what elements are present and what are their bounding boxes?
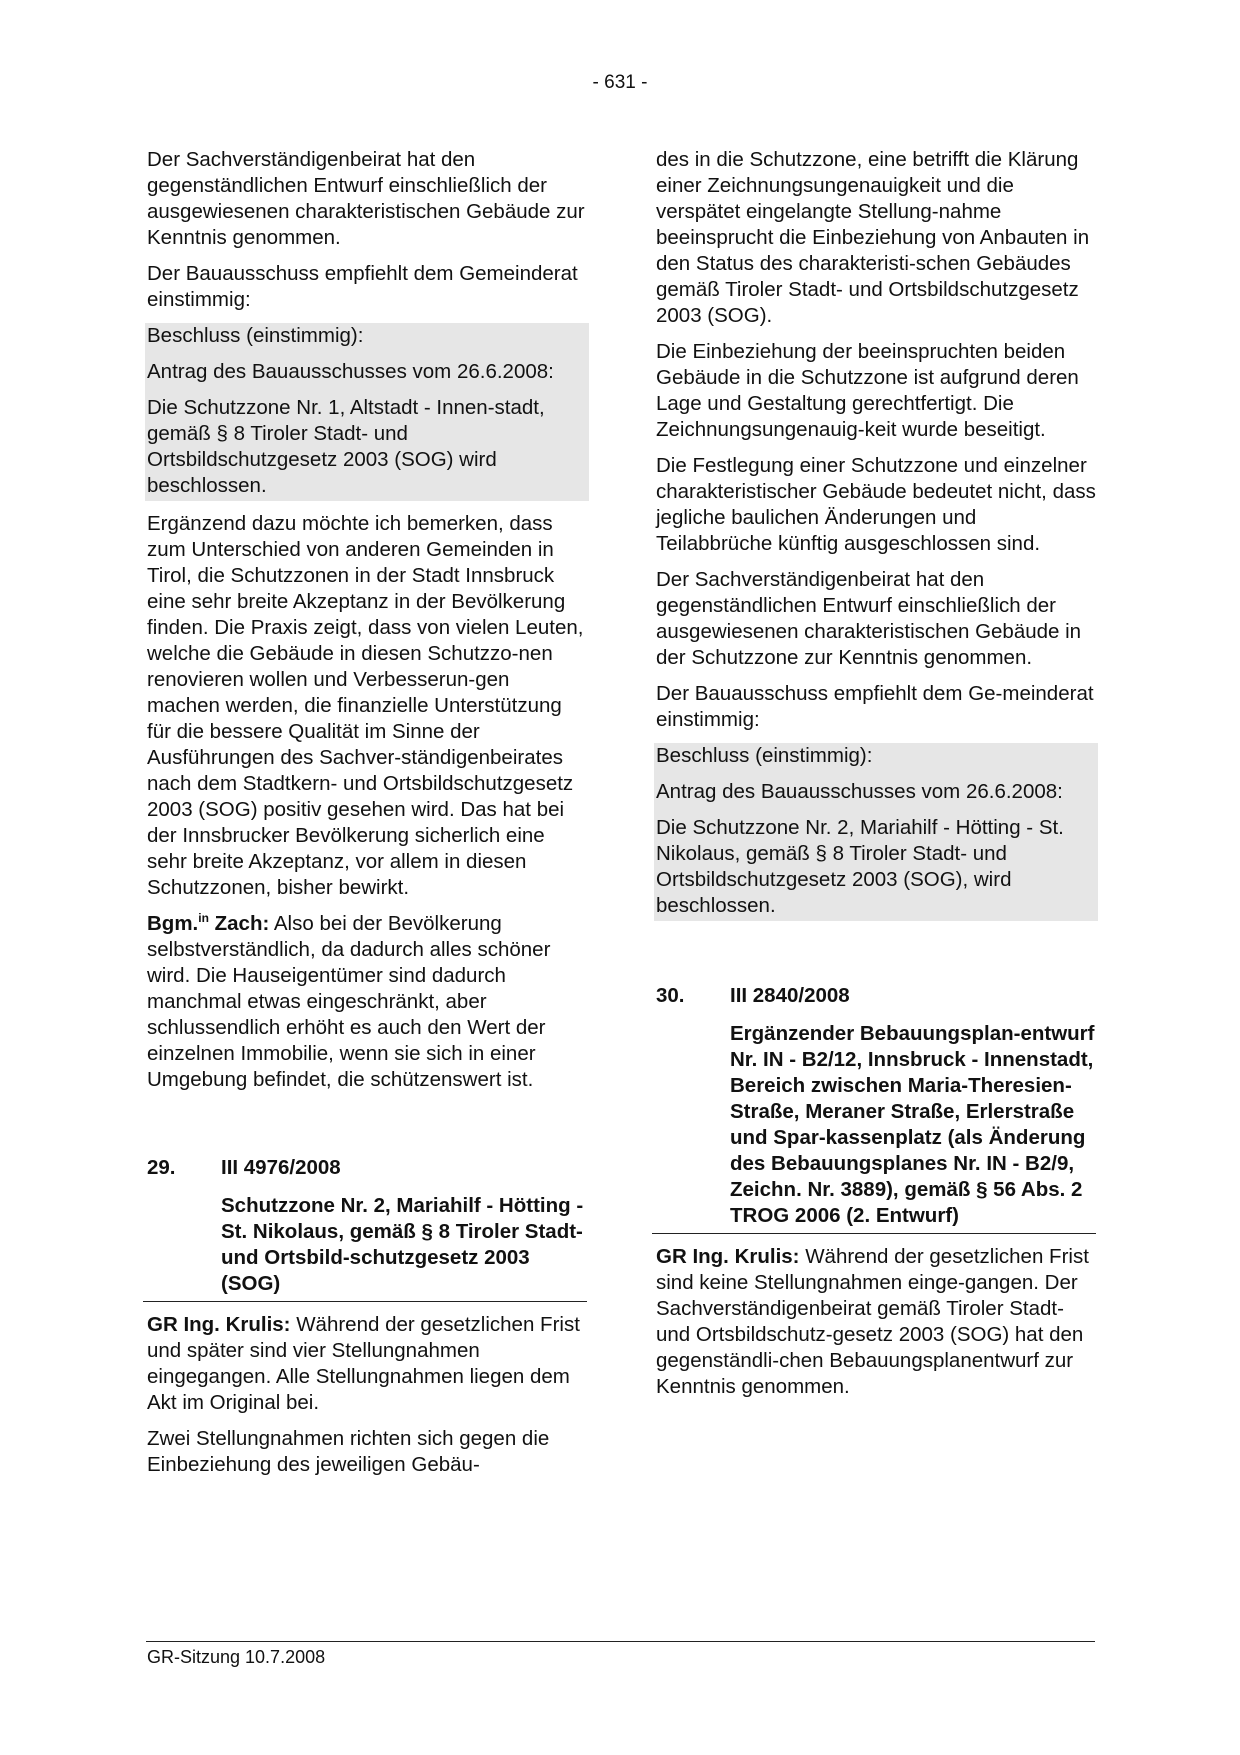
paragraph: des in die Schutzzone, eine betrifft die Klärung einer Zeichnungsungenauigkeit und die verspätet eingelangte Stellung-nahme beeinsprucht die Einbeziehung von Anbauten in den Status des charakteristi-schen Gebäudes gemäß Tiroler Stadt- und Ortsbildschutzgesetz 2003 (SOG). — [656, 148, 1090, 327]
paragraph: Die Einbeziehung der beeinspruchten beiden Gebäude in die Schutzzone ist aufgrund deren Lage und Gestaltung gerechtfertigt. Die Zeichnungsungenauig-keit wurde beseitigt. — [656, 340, 1079, 441]
right-column — [656, 147, 1096, 1410]
item-title: Ergänzender Bebauungsplan-entwurf Nr. IN - B2/12, Innsbruck - Innenstadt, Bereich zwischen Maria-Theresien-Straße, Meraner Straße, Erlerstraße und Spar-kassenplatz (als Änderung des Bebauungsplanes Nr. IN - B2/9, Zeichn. Nr. 3889), gemäß § 56 Abs. 2 TROG 2006 (2. Entwurf) — [730, 1022, 1095, 1227]
item-title: Schutzzone Nr. 2, Mariahilf - Hötting - St. Nikolaus, gemäß § 8 Tiroler Stadt- und Ortsbild-schutzgesetz 2003 (SOG) — [221, 1194, 584, 1295]
resolution-motion: Antrag des Bauausschusses vom 26.6.2008: — [656, 780, 1063, 803]
item-number: 29. — [147, 1156, 176, 1179]
item-number: 30. — [656, 984, 685, 1007]
paragraph: Ergänzend dazu möchte ich bemerken, dass zum Unterschied von anderen Gemeinden in Tirol, die Schutzzonen in der Stadt Innsbruck eine sehr breite Akzeptanz in der Bevölkerung finden. Die Praxis zeigt, dass von vielen Leuten, welche die Gebäude in diesen Schutzzo-nen renovieren wollen und Verbesserun-gen machen werden, die finanzielle Unterstützung für die bessere Qualität im Sinne der Ausführungen des Sachver-ständigenbeirates nach dem Stadtkern- und Ortsbildschutzgesetz 2003 (SOG) positiv gesehen wird. Das hat bei der Innsbrucker Bevölkerung sicherlich eine sehr breite Akzeptanz, vor allem in diesen Schutzzonen, bisher bewirkt. — [147, 512, 584, 899]
paragraph: Die Festlegung einer Schutzzone und einzelner charakteristischer Gebäude bedeutet nicht, dass jegliche baulichen Änderungen und Teilabbrüche künftig ausgeschlossen sind. — [656, 454, 1096, 555]
speaker-name: Bgm.$^{in}$ Zach: — [147, 911, 270, 935]
resolution-box — [654, 743, 1098, 921]
resolution-label: Beschluss (einstimmig): — [147, 324, 364, 347]
speech-text: Während der gesetzlichen Frist sind keine Stellungnahmen einge-gangen. Der Sachverständigenbeirat gemäß Tiroler Stadt- und Ortsbildschutz-gesetz 2003 (SOG) hat den gegenständli-chen Bebauungsplanentwurf zur Kenntnis genommen. — [656, 1245, 1089, 1398]
speaker-name: GR Ing. Krulis: — [147, 1313, 291, 1336]
paragraph: Der Sachverständigenbeirat hat den gegenständlichen Entwurf einschließlich der ausgewiesenen charakteristischen Gebäude in der Schutzzone zur Kenntnis genommen. — [656, 568, 1082, 669]
footer-text: GR-Sitzung 10.7.2008 — [147, 1647, 326, 1667]
resolution-label: Beschluss (einstimmig): — [656, 744, 873, 767]
page-number: - 631 - — [592, 72, 648, 93]
divider — [652, 1233, 1096, 1234]
agenda-item-30 — [656, 983, 1096, 1234]
paragraph: Der Bauausschuss empfiehlt dem Ge-meinderat einstimmig: — [656, 682, 1094, 731]
divider — [143, 1301, 587, 1302]
speech-text: Also bei der Bevölkerung selbstverständlich, da dadurch alles schöner wird. Die Hauseigentümer sind dadurch manchmal etwas eingeschränkt, aber schlussendlich erhöht es auch den Wert der einzelnen Immobilie, wenn sie sich in einer Umgebung befindet, die schützenswert ist. — [147, 912, 551, 1091]
item-reference: III 4976/2008 — [221, 1156, 341, 1179]
item-reference: III 2840/2008 — [730, 984, 850, 1007]
speaker-name: GR Ing. Krulis: — [656, 1245, 800, 1268]
paragraph: Zwei Stellungnahmen richten sich gegen die Einbeziehung des jeweiligen Gebäu- — [147, 1427, 550, 1476]
speech — [656, 1244, 1096, 1400]
footer-divider — [146, 1641, 1095, 1642]
paragraph: Der Sachverständigenbeirat hat den gegenständlichen Entwurf einschließlich der ausgewiesenen charakteristischen Gebäude zur Kenntnis genommen. — [147, 148, 585, 249]
speech — [147, 911, 587, 1093]
resolution-text: Die Schutzzone Nr. 2, Mariahilf - Hötting - St. Nikolaus, gemäß § 8 Tiroler Stadt- und Ortsbildschutzgesetz 2003 (SOG), wird beschlossen. — [656, 816, 1064, 917]
agenda-item-29 — [147, 1155, 587, 1302]
paragraph: Der Bauausschuss empfiehlt dem Gemeinderat einstimmig: — [147, 262, 578, 311]
speech — [147, 1312, 587, 1416]
resolution-motion: Antrag des Bauausschusses vom 26.6.2008: — [147, 360, 554, 383]
resolution-box — [145, 323, 589, 501]
resolution-text: Die Schutzzone Nr. 1, Altstadt - Innen-stadt, gemäß § 8 Tiroler Stadt- und Ortsbildschutzgesetz 2003 (SOG) wird beschlossen. — [147, 396, 545, 497]
speech-text: Während der gesetzlichen Frist und später sind vier Stellungnahmen eingegangen. Alle Stellungnahmen liegen dem Akt im Original bei. — [147, 1313, 580, 1414]
left-column — [147, 147, 587, 1488]
